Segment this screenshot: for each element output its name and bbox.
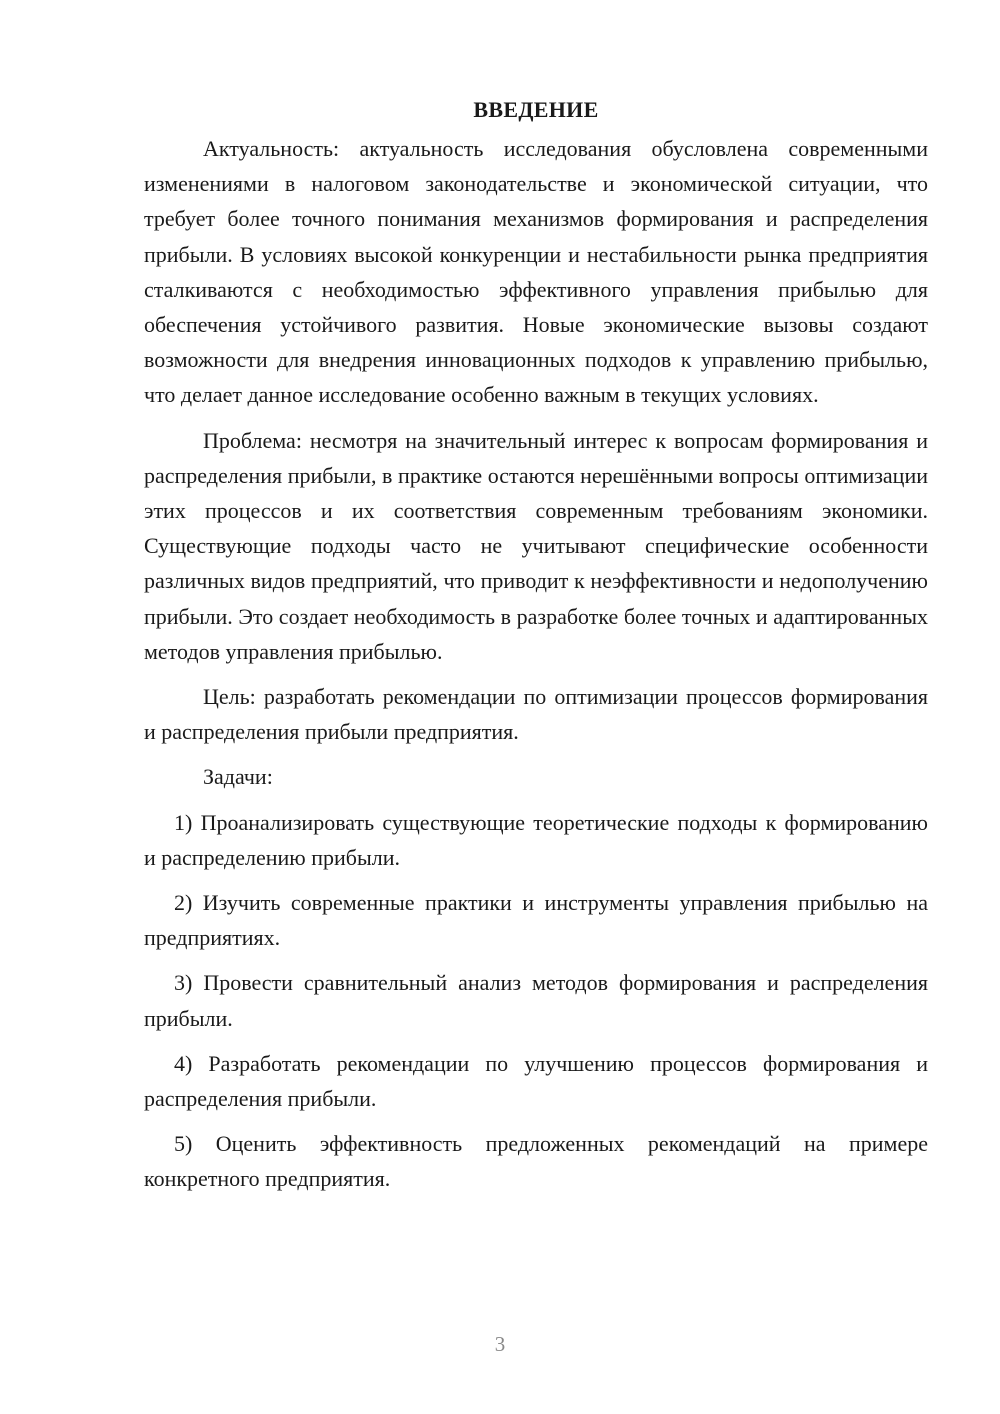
section-title: ВВЕДЕНИЕ [473, 97, 599, 122]
tasks-heading: Задачи: [203, 764, 273, 790]
page-number: 3 [494, 1332, 506, 1356]
goal-paragraph: Цель: разработать рекомендации по оптимизации процессов формирования и распределения прибыли предприятия. [144, 684, 928, 745]
task-item-1: 1) Проанализировать существующие теоретические подходы к формированию и распределению прибыли. [144, 809, 928, 870]
task-item-2: 2) Изучить современные практики и инструменты управления прибылью на предприятиях. [144, 890, 928, 951]
problem-paragraph: Проблема: несмотря на значительный интерес к вопросам формирования и распределения прибыли, в практике остаются нерешёнными вопросы оптимизации этих процессов и их соответствия современным требованиям экономики. Существующие подходы часто не учитывают специфические особенности различных видов предприятий, что приводит к неэффективности и недополучению прибыли. Это создает необходимость в разработке более точных и адаптированных методов управления прибылью. [144, 427, 928, 664]
task-item-4: 4) Разработать рекомендации по улучшению процессов формирования и распределения прибыли. [144, 1050, 928, 1112]
page-content [144, 92, 928, 1197]
task-item-5: 5) Оценить эффективность предложенных рекомендаций на примере конкретного предприятия. [144, 1131, 928, 1192]
relevance-paragraph: Актуальность: актуальность исследования обусловлена современными изменениями в налоговом законодательстве и экономической ситуации, что требует более точного понимания механизмов формирования и распределения прибыли. В условиях высокой конкуренции и нестабильности рынка предприятия сталкиваются с необходимостью эффективного управления прибылью для обеспечения устойчивого развития. Новые экономические вызовы создают возможности для внедрения инновационных подходов к управлению прибылью, что делает данное исследование особенно важным в текущих условиях. [144, 136, 928, 408]
task-item-3: 3) Провести сравнительный анализ методов формирования и распределения прибыли. [144, 970, 928, 1031]
